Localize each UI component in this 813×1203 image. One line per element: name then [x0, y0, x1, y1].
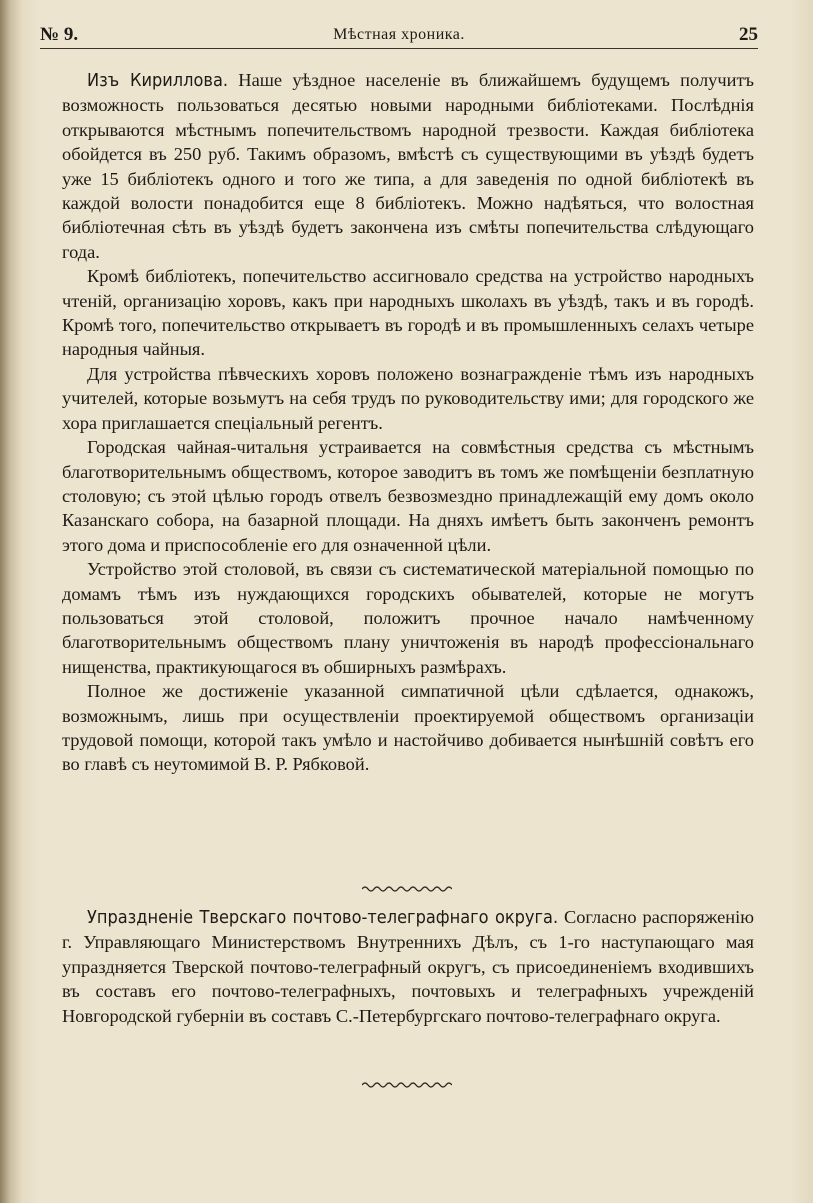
article-paragraph: [62, 905, 754, 1028]
article-paragraph: Полное же достиженiе указанной симпатичной цѣли сдѣлается, однакожъ, возможнымъ, лишь при осуществленiи проектируемой обществомъ организацiи трудовой помощи, которой такъ умѣло и настойчиво добивается нынѣшнiй совѣтъ его во главѣ съ неутомимой В. Р. Рябковой.: [62, 681, 754, 775]
article-paragraph: [62, 68, 754, 264]
article-kirillov: [62, 68, 754, 777]
paragraph-text: Согласно распоряженiю г. Управляющаго Министерствомъ Внутреннихъ Дѣлъ, съ 1-го наступающаго мая упраздняется Тверской почтово-телеграфный округъ, съ присоединенiемъ входившихъ въ составъ его почтово-телеграфныхъ, почтовыхъ и телеграфныхъ учрежденiй Новгородской губернiи въ составъ С.-Петербургскаго почтово-телеграфнаго округа.: [62, 907, 754, 1026]
section-divider-ornament: [0, 1076, 813, 1094]
wavy-line-icon: [362, 885, 452, 893]
page-number: 25: [739, 24, 758, 45]
article-lead: Упраздненiе Тверскаго почтово-телеграфнаго округа.: [87, 907, 559, 928]
article-paragraph: Городская чайная-читальня устраивается на совмѣстныя средства съ мѣстнымъ благотворительнымъ обществомъ, которое заводитъ въ томъ же помѣщенiи безплатную столовую; съ этой цѣлью городъ отвелъ безвозмездно принадлежащiй ему домъ около Казанскаго собора, на базарной площади. На дняхъ имѣетъ быть законченъ ремонтъ этого дома и приспособленiе его для означенной цѣли.: [62, 437, 754, 555]
article-paragraph: Устройство этой столовой, въ связи съ систематической матерiальной помощью по домамъ тѣмъ изъ нуждающихся городскихъ обывателей, которые не могутъ пользоваться этой столовой, положитъ прочное начало намѣченному благотворительнымъ обществомъ плану уничтоженiя въ народѣ профессiональнаго нищенства, практикующагося въ обширныхъ размѣрахъ.: [62, 559, 754, 677]
article-lead: Изъ Кириллова.: [87, 70, 229, 91]
wavy-line-icon: [362, 1081, 452, 1089]
article-paragraph: Для устройства пѣвческихъ хоровъ положено вознагражденiе тѣмъ изъ народныхъ учителей, которые возьмутъ на себя трудъ по руководительству ими; для городского же хора приглашается спецiальный регентъ.: [62, 363, 754, 433]
page-header: [40, 18, 758, 48]
header-rule: [40, 48, 758, 49]
article-paragraph: Кромѣ библiотекъ, попечительство ассигновало средства на устройство народныхъ чтенiй, организацiю хоровъ, какъ при народныхъ школахъ въ уѣздѣ, такъ и въ городѣ. Кромѣ того, попечительство открываетъ въ городѣ и въ промышленныхъ селахъ четыре народныя чайныя.: [62, 266, 754, 360]
section-title: Мѣстная хроника.: [333, 26, 465, 43]
issue-number: № 9.: [40, 24, 79, 45]
article-tver-district: [62, 905, 754, 1028]
paragraph-text: Наше уѣздное населенiе въ ближайшемъ будущемъ получитъ возможность пользоваться десятью новыми народными библiотеками. Послѣднiя открываются мѣстнымъ попечительствомъ народной трезвости. Каждая библiотека обойдется въ 250 руб. Такимъ образомъ, вмѣстѣ съ существующими въ уѣздѣ будетъ уже 15 библiотекъ одного и того же типа, а для заведенiя по одной библiотекѣ въ каждой волости понадобится еще 8 библiотекъ. Можно надѣяться, что волостная библiотечная сѣть въ уѣздѣ будетъ закончена изъ смѣты попечительства слѣдующаго года.: [62, 70, 754, 262]
section-divider-ornament: [0, 880, 813, 898]
